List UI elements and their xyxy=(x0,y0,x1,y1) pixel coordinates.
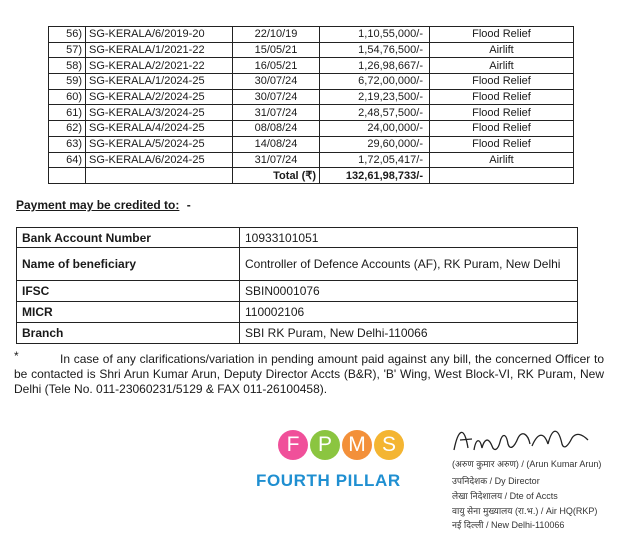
bill-reference: SG-KERALA/2/2024-25 xyxy=(86,89,233,105)
bill-row xyxy=(49,121,574,137)
bill-purpose: Flood Relief xyxy=(430,136,574,152)
payment-heading xyxy=(16,198,191,212)
bank-row xyxy=(17,228,578,248)
bill-serial: 59) xyxy=(49,74,86,90)
bill-serial: 63) xyxy=(49,136,86,152)
bill-serial: 64) xyxy=(49,152,86,168)
bill-date: 30/07/24 xyxy=(233,89,320,105)
bill-serial: 62) xyxy=(49,121,86,137)
logo-wordmark: FOURTH PILLAR xyxy=(256,471,401,490)
bill-purpose: Airlift xyxy=(430,152,574,168)
total-row xyxy=(49,168,574,184)
bill-row xyxy=(49,74,574,90)
bank-row xyxy=(17,323,578,344)
bill-amount: 2,48,57,500/- xyxy=(320,105,430,121)
logo-letter: M xyxy=(342,430,372,460)
bank-label: Bank Account Number xyxy=(17,228,240,248)
signature-hq: वायु सेना मुख्यालय (रा.भ.) / Air HQ(RKP) xyxy=(452,506,598,516)
bill-serial: 60) xyxy=(49,89,86,105)
bill-date: 16/05/21 xyxy=(233,58,320,74)
bank-label: Branch xyxy=(17,323,240,344)
logo-circles xyxy=(278,430,406,460)
bill-reference: SG-KERALA/1/2024-25 xyxy=(86,74,233,90)
bill-row xyxy=(49,27,574,43)
bill-serial: 58) xyxy=(49,58,86,74)
bank-label: MICR xyxy=(17,302,240,323)
bill-amount: 1,54,76,500/- xyxy=(320,42,430,58)
logo-letter: P xyxy=(310,430,340,460)
payment-heading-text: Payment may be credited to: xyxy=(16,198,180,212)
bill-date: 08/08/24 xyxy=(233,121,320,137)
bill-amount: 1,72,05,417/- xyxy=(320,152,430,168)
bill-purpose: Flood Relief xyxy=(430,89,574,105)
bill-serial: 56) xyxy=(49,27,86,43)
bank-value: Controller of Defence Accounts (AF), RK Puram, New Delhi xyxy=(240,248,578,281)
bill-purpose: Airlift xyxy=(430,42,574,58)
clarification-note xyxy=(14,349,604,397)
bill-reference: SG-KERALA/5/2024-25 xyxy=(86,136,233,152)
bank-details-table xyxy=(16,227,578,344)
signature-scribble-icon xyxy=(448,420,598,456)
bank-value: 10933101051 xyxy=(240,228,578,248)
bill-purpose: Flood Relief xyxy=(430,27,574,43)
logo-letter: F xyxy=(278,430,308,460)
bill-date: 30/07/24 xyxy=(233,74,320,90)
bill-amount: 2,19,23,500/- xyxy=(320,89,430,105)
bill-reference: SG-KERALA/6/2024-25 xyxy=(86,152,233,168)
bank-row xyxy=(17,281,578,302)
bill-reference: SG-KERALA/4/2024-25 xyxy=(86,121,233,137)
bill-amount: 29,60,000/- xyxy=(320,136,430,152)
bill-row xyxy=(49,105,574,121)
bill-purpose: Flood Relief xyxy=(430,121,574,137)
bill-reference: SG-KERALA/1/2021-22 xyxy=(86,42,233,58)
bill-purpose: Flood Relief xyxy=(430,74,574,90)
bank-label: IFSC xyxy=(17,281,240,302)
bill-amount: 1,26,98,667/- xyxy=(320,58,430,74)
bill-purpose: Airlift xyxy=(430,58,574,74)
note-asterisk: * xyxy=(14,349,19,363)
bill-row xyxy=(49,42,574,58)
bill-reference: SG-KERALA/3/2024-25 xyxy=(86,105,233,121)
bill-reference: SG-KERALA/2/2021-22 xyxy=(86,58,233,74)
bill-amount: 1,10,55,000/- xyxy=(320,27,430,43)
bill-reference: SG-KERALA/6/2019-20 xyxy=(86,27,233,43)
payment-heading-dash: - xyxy=(186,198,191,212)
bill-date: 22/10/19 xyxy=(233,27,320,43)
signature-designation: उपनिदेशक / Dy Director xyxy=(452,476,540,486)
signature-name: (अरुण कुमार अरुण) / (Arun Kumar Arun) xyxy=(452,459,602,469)
bill-date: 31/07/24 xyxy=(233,105,320,121)
bank-value: SBI RK Puram, New Delhi-110066 xyxy=(240,323,578,344)
fourth-pillar-watermark xyxy=(252,430,432,500)
bill-amount: 24,00,000/- xyxy=(320,121,430,137)
total-label: Total (₹) xyxy=(233,168,320,184)
bill-purpose: Flood Relief xyxy=(430,105,574,121)
signature-office: लेखा निदेशालय / Dte of Accts xyxy=(452,491,558,501)
signature-city: नई दिल्ली / New Delhi-110066 xyxy=(452,520,565,530)
bank-label: Name of beneficiary xyxy=(17,248,240,281)
bill-date: 14/08/24 xyxy=(233,136,320,152)
bill-amount: 6,72,00,000/- xyxy=(320,74,430,90)
bill-date: 15/05/21 xyxy=(233,42,320,58)
bill-row xyxy=(49,136,574,152)
logo-letter: S xyxy=(374,430,404,460)
bank-row xyxy=(17,248,578,281)
bill-date: 31/07/24 xyxy=(233,152,320,168)
bank-value: 110002106 xyxy=(240,302,578,323)
bill-serial: 61) xyxy=(49,105,86,121)
bills-table xyxy=(48,26,574,184)
bank-row xyxy=(17,302,578,323)
bill-row xyxy=(49,89,574,105)
bill-row xyxy=(49,58,574,74)
total-amount: 132,61,98,733/- xyxy=(320,168,430,184)
bank-value: SBIN0001076 xyxy=(240,281,578,302)
bill-row xyxy=(49,152,574,168)
signature-block xyxy=(438,420,618,540)
note-text: In case of any clarifications/variation in pending amount paid against any bill, the concerned Officer to be contacted is Shri Arun Kumar Arun, Deputy Director Accts (B&R), 'B' Wing, West Block-VI, RK Puram, New Delhi (Tele No. 011-23060231/5129 & FAX 011-26100458). xyxy=(14,352,604,396)
bill-serial: 57) xyxy=(49,42,86,58)
